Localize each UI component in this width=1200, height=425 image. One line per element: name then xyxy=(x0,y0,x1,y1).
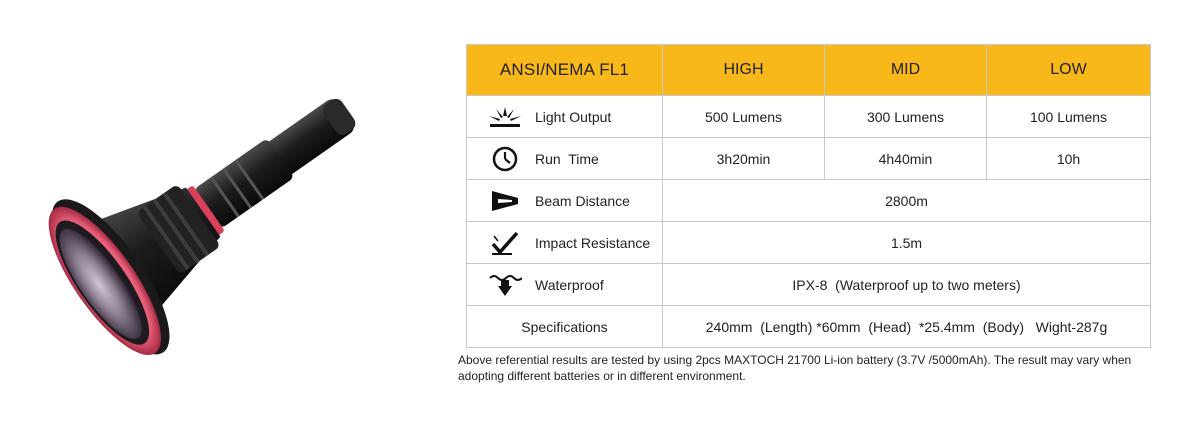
impact-resistance-label: Impact Resistance xyxy=(535,234,651,251)
light-output-mid: 300 Lumens xyxy=(825,96,987,138)
clock-icon xyxy=(485,144,525,174)
run-time-high: 3h20min xyxy=(663,138,825,180)
header-high: HIGH xyxy=(663,45,825,96)
waterproof-icon xyxy=(485,270,525,300)
impact-icon xyxy=(485,228,525,258)
light-burst-icon xyxy=(485,102,525,132)
table-row-beam-distance xyxy=(467,180,1151,222)
header-standard: ANSI/NEMA FL1 xyxy=(467,45,663,96)
specifications-label: Specifications xyxy=(467,306,663,348)
spec-table xyxy=(466,44,1151,348)
specifications-value: 240mm (Length) *60mm (Head) *25.4mm (Body) Wight-287g xyxy=(663,306,1151,348)
footnote: Above referential results are tested by using 2pcs MAXTOCH 21700 Li-ion battery (3.7V /5000mAh). The result may vary when adopting different batteries or in different environment. xyxy=(458,353,1132,383)
beam-icon xyxy=(485,186,525,216)
header-mid: MID xyxy=(825,45,987,96)
run-time-mid: 4h40min xyxy=(825,138,987,180)
table-header-row xyxy=(467,45,1151,96)
flashlight-image xyxy=(30,60,410,360)
waterproof-label: Waterproof xyxy=(535,276,604,293)
table-row-run-time xyxy=(467,138,1151,180)
run-time-label: Run Time xyxy=(535,150,599,167)
light-output-high: 500 Lumens xyxy=(663,96,825,138)
impact-resistance-value: 1.5m xyxy=(663,222,1151,264)
header-low: LOW xyxy=(987,45,1151,96)
table-row-specifications xyxy=(467,306,1151,348)
table-row-impact-resistance xyxy=(467,222,1151,264)
run-time-low: 10h xyxy=(987,138,1151,180)
waterproof-value: IPX-8 (Waterproof up to two meters) xyxy=(663,264,1151,306)
table-row-light-output xyxy=(467,96,1151,138)
light-output-label: Light Output xyxy=(535,108,612,125)
beam-distance-value: 2800m xyxy=(663,180,1151,222)
beam-distance-label: Beam Distance xyxy=(535,192,630,209)
table-row-waterproof xyxy=(467,264,1151,306)
light-output-low: 100 Lumens xyxy=(987,96,1151,138)
